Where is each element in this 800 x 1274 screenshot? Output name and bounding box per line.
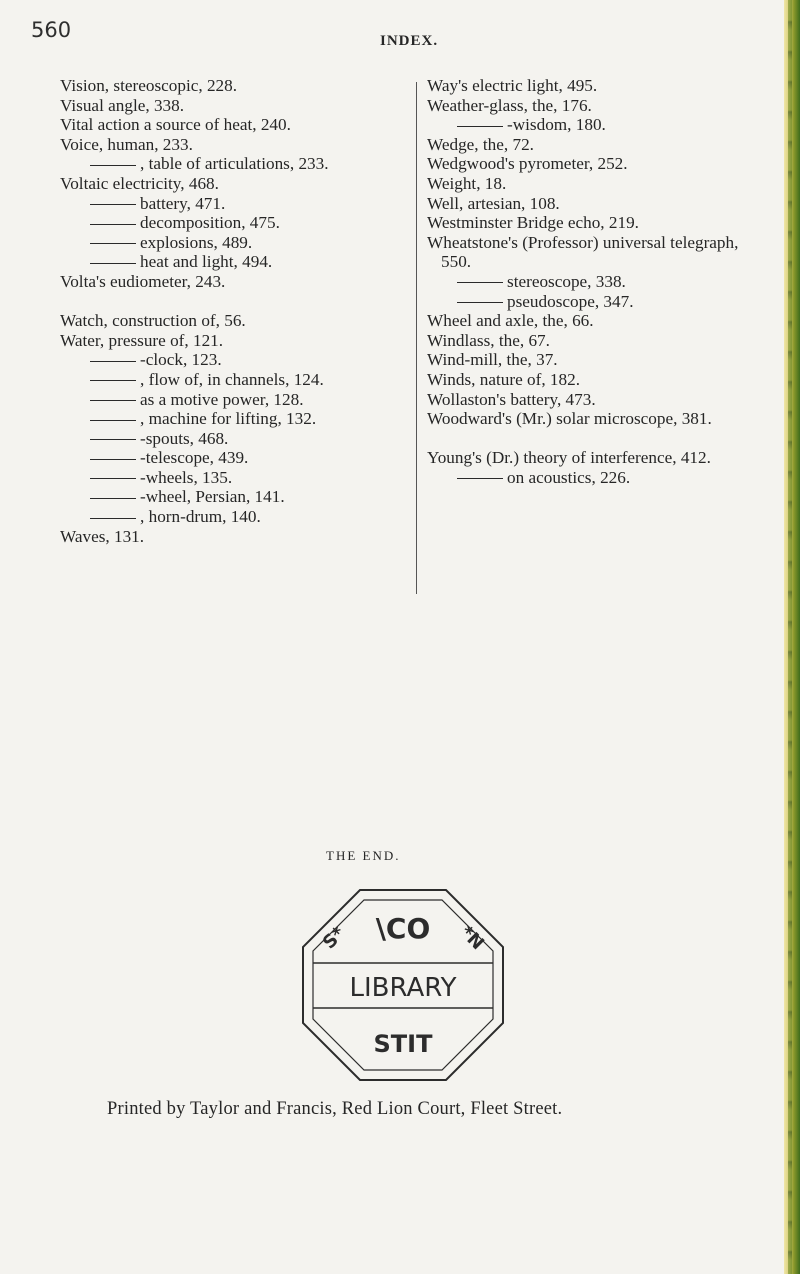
running-head: INDEX. <box>380 33 439 49</box>
index-entry-text: battery, 471. <box>140 193 226 213</box>
index-entry-text: Weather-glass, the, 176. <box>427 95 592 115</box>
index-entry-text: Waves, 131. <box>60 526 145 546</box>
index-entry <box>427 390 772 410</box>
index-entry-text: -spouts, 468. <box>140 428 229 448</box>
ditto-dash <box>90 420 136 421</box>
index-entry-text: Volta's eudiometer, 243. <box>60 271 226 291</box>
index-entry <box>60 115 405 135</box>
the-end-title: THE END. <box>326 848 401 863</box>
index-entry-text: Windlass, the, 67. <box>427 330 550 350</box>
index-entry <box>427 331 772 351</box>
index-entry <box>427 350 772 370</box>
index-entry-text: , flow of, in channels, 124. <box>140 369 324 389</box>
index-entry-text: Wedge, the, 72. <box>427 134 534 154</box>
index-entry-text: Way's electric light, 495. <box>427 76 598 95</box>
index-entry-text: stereoscope, 338. <box>507 271 626 291</box>
index-entry <box>427 370 772 390</box>
ditto-dash <box>90 224 136 225</box>
index-entry-text: heat and light, 494. <box>140 252 273 272</box>
index-entry-text: , machine for lifting, 132. <box>140 409 317 429</box>
index-entry-text: -clock, 123. <box>140 350 222 370</box>
index-entry <box>60 96 405 116</box>
index-entry-text: Westminster Bridge echo, 219. <box>427 213 639 233</box>
stamp-top-text: \CO <box>375 912 431 945</box>
index-entry <box>60 76 405 96</box>
index-entry <box>427 115 772 135</box>
index-entry-text: Wheel and axle, the, 66. <box>427 311 594 331</box>
index-entry-text: Young's (Dr.) theory of interference, 412. <box>427 448 711 468</box>
index-entry-text: , table of articulations, 233. <box>140 154 329 174</box>
index-entry <box>427 409 772 429</box>
index-entry-text: Voltaic electricity, 468. <box>60 173 219 193</box>
index-entry <box>427 233 772 272</box>
ditto-dash <box>90 380 136 381</box>
index-entry <box>60 194 405 214</box>
ditto-dash <box>90 439 136 440</box>
ditto-dash <box>90 459 136 460</box>
index-entry <box>60 154 405 174</box>
index-entry-text: , horn-drum, 140. <box>140 507 261 527</box>
ditto-dash <box>90 518 136 519</box>
ditto-dash <box>90 498 136 499</box>
index-column-left <box>60 76 405 546</box>
stamp-center-text: LIBRARY <box>349 973 457 1003</box>
index-entry-text: -telescope, 439. <box>140 448 249 468</box>
index-entry <box>427 272 772 292</box>
index-entry-text: Well, artesian, 108. <box>427 193 560 213</box>
stamp-left-text: S* <box>318 922 350 954</box>
index-entry-text: -wisdom, 180. <box>507 115 606 135</box>
ditto-dash <box>90 165 136 166</box>
index-entry-text: Wheatstone's (Professor) universal telegraph, 550. <box>427 232 739 272</box>
ditto-dash <box>457 126 503 127</box>
index-entry-text: Watch, construction of, 56. <box>60 311 246 331</box>
ditto-dash <box>90 263 136 264</box>
ditto-dash <box>457 282 503 283</box>
ditto-dash <box>90 361 136 362</box>
index-entry <box>60 429 405 449</box>
index-entry <box>427 448 772 468</box>
index-entry <box>60 350 405 370</box>
index-entry <box>60 390 405 410</box>
index-entry <box>60 252 405 272</box>
index-entry-text: Winds, nature of, 182. <box>427 369 581 389</box>
binding-edge <box>784 0 800 1274</box>
index-entry <box>427 292 772 312</box>
index-entry <box>60 311 405 331</box>
index-entry-text: Wedgwood's pyrometer, 252. <box>427 154 628 174</box>
index-entry <box>60 135 405 155</box>
index-entry <box>427 154 772 174</box>
index-entry <box>60 213 405 233</box>
index-entry <box>427 468 772 488</box>
index-entry <box>427 194 772 214</box>
index-entry <box>60 331 405 351</box>
index-entry-text: on acoustics, 226. <box>507 467 631 487</box>
index-entry-text: Woodward's (Mr.) solar microscope, 381. <box>427 409 712 429</box>
index-entry <box>60 174 405 194</box>
index-column-right <box>427 76 772 487</box>
library-stamp <box>298 880 508 1090</box>
index-entry <box>60 527 405 547</box>
ditto-dash <box>90 204 136 205</box>
index-entry-text: Voice, human, 233. <box>60 134 193 154</box>
ditto-dash <box>90 243 136 244</box>
ditto-dash <box>457 302 503 303</box>
stamp-bottom-text: STIT <box>373 1030 433 1058</box>
index-entry-text: Weight, 18. <box>427 173 507 193</box>
index-entry-text: pseudoscope, 347. <box>507 291 634 311</box>
index-entry-text: Visual angle, 338. <box>60 95 185 115</box>
printer-imprint: Printed by Taylor and Francis, Red Lion Court, Fleet Street. <box>107 1099 563 1119</box>
index-entry <box>60 487 405 507</box>
column-divider <box>416 82 417 594</box>
index-entry <box>427 174 772 194</box>
entry-gap <box>427 429 772 449</box>
page-number: 560 <box>31 18 72 42</box>
index-entry-text: -wheel, Persian, 141. <box>140 487 285 507</box>
ditto-dash <box>90 400 136 401</box>
stamp-right-text: *N <box>455 922 488 955</box>
ditto-dash <box>457 478 503 479</box>
index-entry <box>60 448 405 468</box>
index-entry-text: Vision, stereoscopic, 228. <box>60 76 238 95</box>
index-entry <box>427 311 772 331</box>
index-entry-text: -wheels, 135. <box>140 467 233 487</box>
index-entry-text: Vital action a source of heat, 240. <box>60 115 291 135</box>
index-entry-text: Wollaston's battery, 473. <box>427 389 596 409</box>
index-entry <box>60 468 405 488</box>
index-entry-text: as a motive power, 128. <box>140 389 304 409</box>
index-entry <box>60 233 405 253</box>
ditto-dash <box>90 478 136 479</box>
index-entry <box>60 507 405 527</box>
index-entry <box>427 96 772 116</box>
index-entry <box>427 135 772 155</box>
index-entry <box>427 76 772 96</box>
index-entry <box>60 409 405 429</box>
index-entry <box>427 213 772 233</box>
entry-gap <box>60 292 405 312</box>
index-entry <box>60 272 405 292</box>
index-entry-text: explosions, 489. <box>140 232 253 252</box>
index-entry-text: decomposition, 475. <box>140 213 280 233</box>
index-entry-text: Wind-mill, the, 37. <box>427 350 558 370</box>
index-entry-text: Water, pressure of, 121. <box>60 330 224 350</box>
index-entry <box>60 370 405 390</box>
